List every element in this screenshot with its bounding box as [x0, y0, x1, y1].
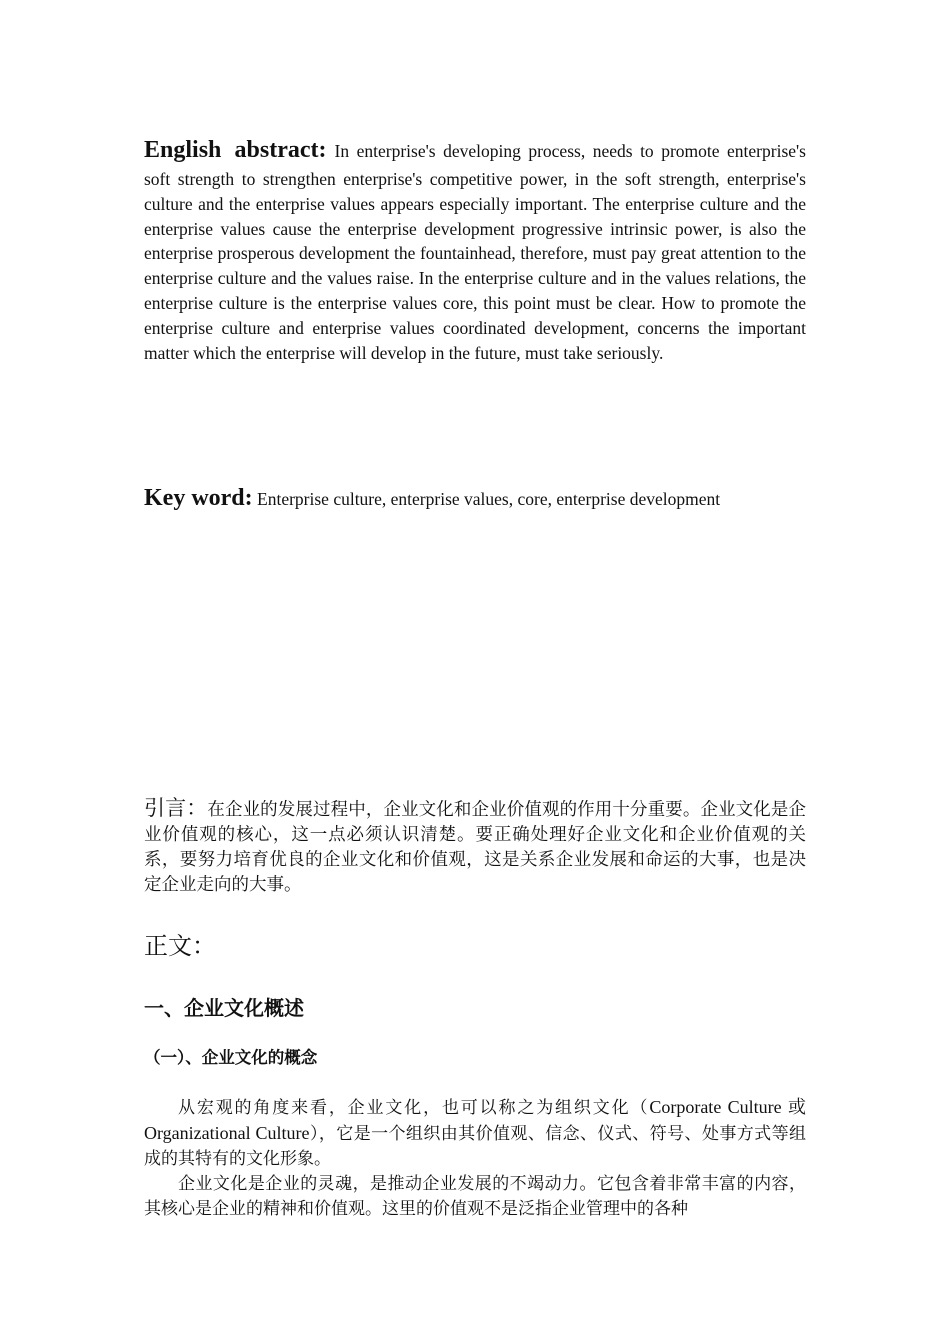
intro-label: 引言： [144, 796, 208, 820]
subsection-heading: （一）、企业文化的概念 [144, 1048, 318, 1067]
keyword-label: Key word: [144, 485, 253, 511]
body-text [144, 1095, 806, 1222]
main-body-heading: 正文： [144, 932, 216, 960]
paragraph: 企业文化是企业的灵魂，是推动企业发展的不竭动力。它包含着非常丰富的内容，其核心是企业的精神和价值观。这里的价值观不是泛指企业管理中的各种 [144, 1174, 806, 1219]
abstract-label: English abstract: [144, 137, 327, 163]
paragraph [144, 1095, 806, 1172]
english-abstract [144, 133, 806, 365]
section-heading: 一、企业文化概述 [144, 996, 304, 1020]
abstract-text: In enterprise's developing process, needs to promote enterprise's soft strength to strengthen enterprise's competitive power, in the soft strength, enterprise's culture and the enterprise values appears especially important. The enterprise culture and the enterprise values cause the enterprise development progressive intrinsic power, is also the enterprise prosperous development the fountainhead, therefore, must pay great attention to the enterprise culture and the values raise. In the enterprise culture and in the values relations, the enterprise culture is the enterprise values core, this point must be clear. How to promote the enterprise culture and enterprise values coordinated development, concerns the important matter which the enterprise will develop in the future, must take seriously. [144, 141, 806, 363]
keyword-text: Enterprise culture, enterprise values, core, enterprise development [257, 489, 721, 509]
introduction [144, 796, 806, 898]
keywords [144, 483, 806, 514]
paragraph-english-term: Corporate Culture 或 Organizational Culture [144, 1097, 806, 1143]
paragraph-text: 从宏观的角度来看，企业文化，也可以称之为组织文化（ [178, 1098, 650, 1118]
intro-text: 在企业的发展过程中，企业文化和企业价值观的作用十分重要。企业文化是企业价值观的核心，这一点必须认识清楚。要正确处理好企业文化和企业价值观的关系，要努力培育优良的企业文化和价值观，这是关系企业发展和命运的大事，也是决定企业走向的大事。 [144, 800, 807, 895]
paragraph-text: ），它是一个组织由其价值观、信念、仪式、符号、处事方式等组成的其特有的文化形象。 [144, 1124, 807, 1169]
